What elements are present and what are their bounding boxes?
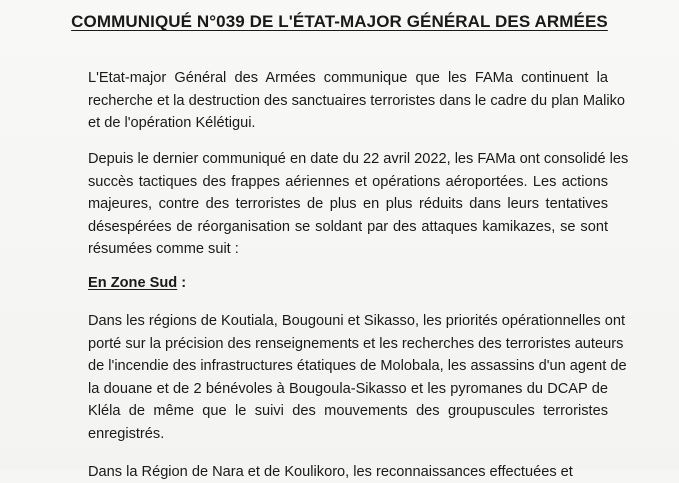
text-line: succès tactiques des frappes aériennes et opérations aéroportées. Les actions (88, 173, 608, 190)
text-line: désespérées de réorganisation se soldant par des attaques kamikazes, se sont (88, 218, 608, 235)
text-line: majeures, contre des terroristes de plus en plus réduits dans leurs tentatives (88, 196, 608, 213)
section-heading-suffix: : (177, 275, 187, 291)
section-heading (88, 275, 186, 291)
paragraph-summary (88, 148, 629, 261)
text-line: et de l'opération Kélétigui. (88, 115, 256, 132)
text-line: de l'incendie des infrastructures étatiques de Molobala, les assassins d'un agent de (88, 358, 627, 375)
document-title: COMMUNIQUÉ N°039 DE L'ÉTAT-MAJOR GÉNÉRAL DES ARMÉES (71, 12, 608, 31)
text-line: L'Etat-major Général des Armées communique que les FAMa continuent la (88, 70, 608, 86)
text-line: Depuis le dernier communiqué en date du 22 avril 2022, les FAMa ont consolidé les (88, 151, 629, 167)
text-line: la douane et de 2 bénévoles à Bougoula-Sikasso et les pyromanes du DCAP de (88, 380, 608, 397)
text-line: enregistrés. (88, 425, 165, 442)
text-line: Kléla de même que le suivi des mouvements des groupuscules terroristes (88, 403, 608, 420)
paragraph-intro (88, 67, 626, 135)
cut-off-line: Dans la Région de Nara et de Koulikoro, les reconnaissances effectuées et (88, 464, 573, 480)
text-line: Dans les régions de Koutiala, Bougouni et Sikasso, les priorités opérationnelles ont (88, 313, 626, 329)
text-line: porté sur la précision des renseignements et les recherches des terroristes auteurs (88, 335, 624, 352)
text-line: résumées comme suit : (88, 241, 239, 258)
paragraph-zone-sud (88, 310, 627, 446)
text-line: recherche et la destruction des sanctuaires terroristes dans le cadre du plan Maliko (88, 92, 626, 109)
section-heading-text: En Zone Sud (88, 275, 178, 291)
